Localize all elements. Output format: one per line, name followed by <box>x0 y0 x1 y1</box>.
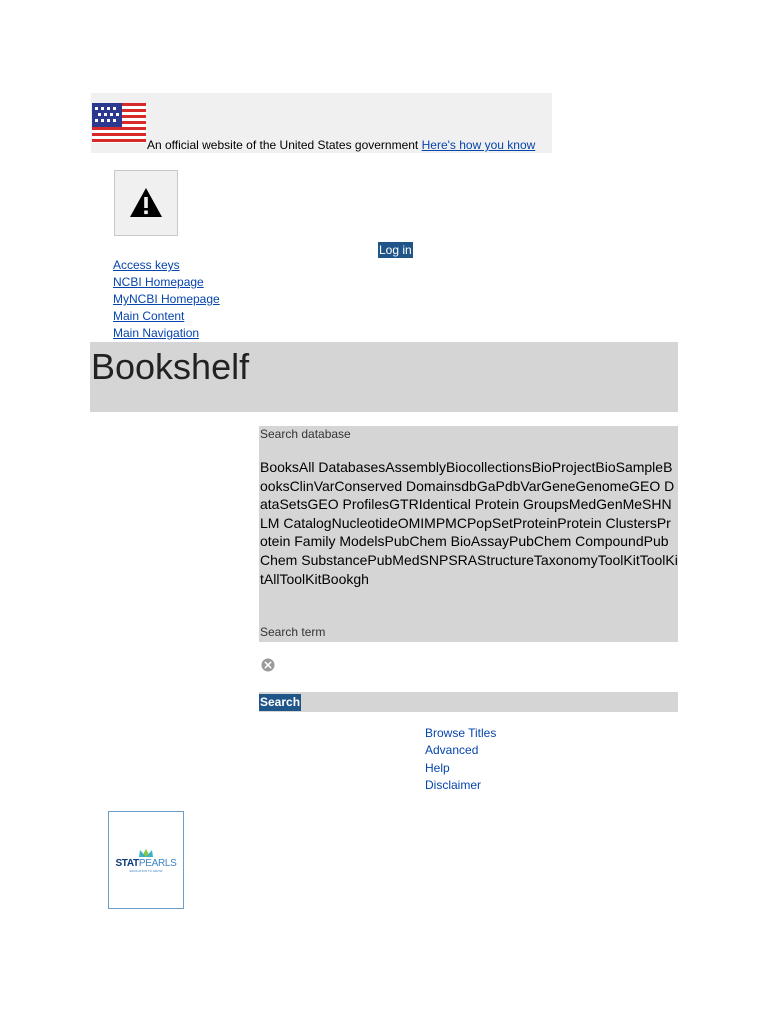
bookshelf-header <box>90 342 678 412</box>
search-term-label: Search term <box>260 625 326 639</box>
main-navigation-link[interactable]: Main Navigation <box>113 326 200 340</box>
warning-icon <box>128 186 164 220</box>
main-content-link[interactable]: Main Content <box>113 309 185 323</box>
statpearls-tagline: EDUCATION TO GROW <box>129 868 163 873</box>
statpearls-logo[interactable] <box>108 811 184 909</box>
alert-box <box>114 170 178 236</box>
search-button[interactable] <box>259 692 678 712</box>
statpearls-brand-stat: STAT <box>115 857 139 869</box>
skip-links <box>113 257 220 342</box>
advanced-link[interactable]: Advanced <box>425 743 479 758</box>
page-title[interactable]: Bookshelf <box>91 346 250 387</box>
search-panel <box>259 426 678 642</box>
gov-banner-label: An official website of the United States government <box>147 138 419 152</box>
access-keys-link[interactable]: Access keys <box>113 258 180 272</box>
us-flag-icon <box>92 103 146 143</box>
help-link[interactable]: Help <box>425 760 450 775</box>
disclaimer-link[interactable]: Disclaimer <box>425 777 482 792</box>
search-button-label: Search <box>260 695 301 709</box>
myncbi-homepage-link[interactable]: MyNCBI Homepage <box>113 292 220 306</box>
search-links <box>425 725 496 794</box>
database-select[interactable]: BooksAll DatabasesAssemblyBiocollectionsBioProjectBioSampleBooksClinVarConserved DomainsdbGaPdbVarGeneGenomeGEO DataSetsGEO ProfilesGTRIdentical Protein GroupsMedGenMeSHNLM CatalogNucleotideOMIMPMCPopSetProteinProtein ClustersProtein Family ModelsPubChem BioAssayPubChem CompoundPubChem SubstancePubMedSNPSRAStructureTaxonomyToolKitToolKitAllToolKitBookgh <box>260 459 678 587</box>
crown-icon <box>138 848 154 858</box>
clear-icon[interactable] <box>261 658 275 672</box>
gov-banner-text <box>147 138 535 153</box>
statpearls-wordmark <box>115 858 176 869</box>
browse-titles-link[interactable]: Browse Titles <box>425 726 497 740</box>
statpearls-brand-pearls: PEARLS <box>138 857 177 869</box>
search-database-label: Search database <box>260 427 351 441</box>
ncbi-homepage-link[interactable]: NCBI Homepage <box>113 275 204 289</box>
heres-how-you-know-link[interactable]: Here's how you know <box>421 138 536 152</box>
login-button[interactable]: Log in <box>379 243 412 257</box>
